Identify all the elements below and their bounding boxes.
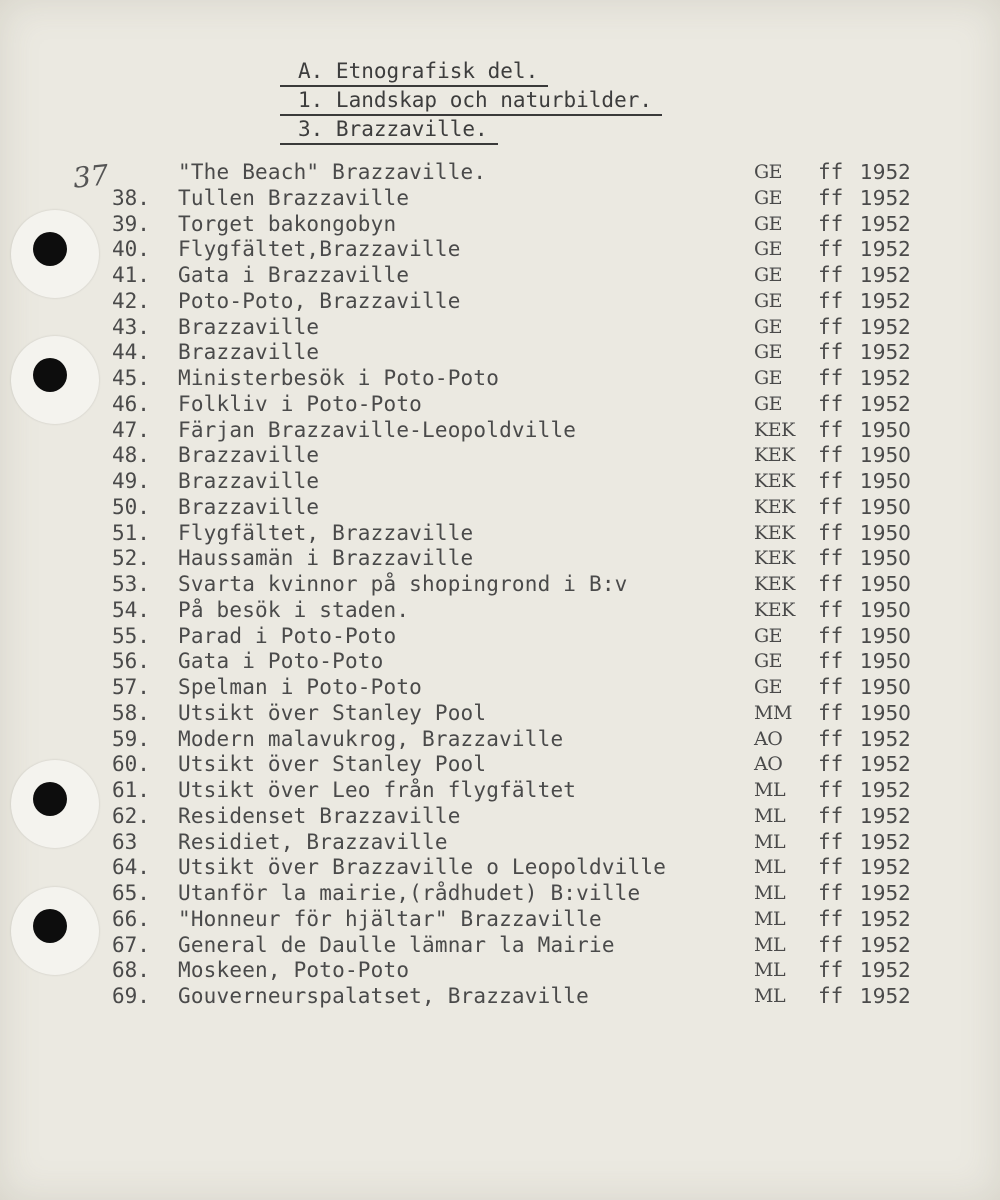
- entry-number: 57.: [112, 675, 150, 699]
- heading-line-2: 1. Landskap och naturbilder.: [280, 87, 662, 116]
- entry-title: Utsikt över Leo från flygfältet: [178, 778, 577, 802]
- entry-number: 64.: [112, 855, 150, 880]
- list-item: [0, 262, 1000, 288]
- entry-title: Utsikt över Stanley Pool: [178, 752, 487, 777]
- entry-year: 1950: [860, 700, 911, 725]
- list-item: [0, 417, 1000, 443]
- entry-year: 1952: [860, 752, 911, 777]
- heading-line-1: A. Etnografisk del.: [280, 58, 548, 87]
- list-item: [0, 391, 1000, 417]
- entry-year: 1952: [860, 263, 911, 287]
- entry-number: 49.: [112, 469, 150, 493]
- entry-year: 1952: [860, 160, 911, 184]
- entry-photographer-code: KEK: [754, 547, 795, 570]
- entry-year: 1952: [860, 211, 911, 236]
- entry-title: Modern malavukrog, Brazzaville: [178, 726, 564, 751]
- entry-number: 48.: [112, 443, 150, 468]
- list-item: [0, 700, 1000, 726]
- entry-format: ff: [818, 906, 844, 931]
- entry-number: 63: [112, 829, 138, 854]
- entry-title: Haussamän i Brazzaville: [178, 546, 474, 571]
- entry-title: "Honneur för hjältar" Brazzaville: [178, 906, 602, 931]
- entry-year: 1950: [860, 494, 911, 519]
- entry-year: 1952: [860, 314, 911, 339]
- entry-number: 47.: [112, 417, 150, 442]
- entry-format: ff: [818, 469, 844, 493]
- entry-format: ff: [818, 288, 844, 313]
- entry-number: 59.: [112, 726, 150, 751]
- entry-year: 1950: [860, 623, 911, 648]
- entry-format: ff: [818, 649, 844, 674]
- entry-format: ff: [818, 984, 844, 1008]
- entry-year: 1952: [860, 185, 911, 210]
- entry-format: ff: [818, 263, 844, 287]
- entry-photographer-code: AO: [754, 753, 783, 776]
- entry-year: 1950: [860, 572, 911, 596]
- entry-number: 45.: [112, 366, 150, 390]
- list-item: [0, 211, 1000, 237]
- entry-format: ff: [818, 855, 844, 880]
- entry-number: 62.: [112, 803, 150, 828]
- entry-number: 65.: [112, 881, 150, 905]
- entry-photographer-code: KEK: [754, 573, 795, 595]
- entry-format: ff: [818, 520, 844, 545]
- entry-year: 1950: [860, 443, 911, 468]
- entry-title: Utsikt över Stanley Pool: [178, 700, 487, 725]
- entry-photographer-code: KEK: [754, 444, 795, 467]
- entry-number: 41.: [112, 263, 150, 287]
- entry-photographer-code: ML: [754, 959, 786, 982]
- entry-format: ff: [818, 494, 844, 519]
- list-item: [0, 288, 1000, 314]
- entry-title: Färjan Brazzaville-Leopoldville: [178, 417, 577, 442]
- list-item: [0, 854, 1000, 880]
- entry-year: 1952: [860, 778, 911, 802]
- entry-year: 1952: [860, 829, 911, 854]
- entry-title: Residiet, Brazzaville: [178, 829, 448, 854]
- entry-number: 39.: [112, 211, 150, 236]
- entry-photographer-code: KEK: [754, 418, 795, 441]
- entry-photographer-code: KEK: [754, 521, 795, 544]
- entry-format: ff: [818, 829, 844, 854]
- list-item: [0, 726, 1000, 752]
- entry-format: ff: [818, 546, 844, 571]
- entry-year: 1950: [860, 649, 911, 674]
- entry-number: 52.: [112, 546, 150, 571]
- entry-year: 1952: [860, 932, 911, 957]
- list-item: [0, 957, 1000, 983]
- entry-format: ff: [818, 752, 844, 777]
- entry-format: ff: [818, 160, 844, 184]
- entry-title: Parad i Poto-Poto: [178, 623, 397, 648]
- entry-photographer-code: ML: [754, 779, 786, 801]
- entry-title: Flygfältet, Brazzaville: [178, 520, 474, 545]
- list-item: [0, 751, 1000, 777]
- entry-format: ff: [818, 700, 844, 725]
- entry-format: ff: [818, 778, 844, 802]
- entry-photographer-code: GE: [754, 212, 783, 235]
- entry-title: Brazzaville: [178, 340, 320, 365]
- list-item: [0, 520, 1000, 546]
- entry-year: 1950: [860, 469, 911, 493]
- entry-photographer-code: ML: [754, 804, 786, 827]
- entry-number: 66.: [112, 906, 150, 931]
- list-item: [0, 339, 1000, 365]
- entry-format: ff: [818, 340, 844, 365]
- entry-title: Gata i Poto-Poto: [178, 649, 384, 674]
- entry-title: På besök i staden.: [178, 597, 410, 622]
- entry-year: 1952: [860, 958, 911, 983]
- entry-format: ff: [818, 803, 844, 828]
- entry-format: ff: [818, 932, 844, 957]
- entry-photographer-code: GE: [754, 367, 783, 389]
- entry-format: ff: [818, 597, 844, 622]
- entry-year: 1952: [860, 237, 911, 262]
- entry-title: Residenset Brazzaville: [178, 803, 461, 828]
- entry-format: ff: [818, 391, 844, 416]
- entry-year: 1950: [860, 520, 911, 545]
- list-item: [0, 314, 1000, 340]
- entry-number: 61.: [112, 778, 150, 802]
- handwritten-number: 37: [71, 158, 111, 195]
- entry-format: ff: [818, 417, 844, 442]
- entry-photographer-code: AO: [754, 727, 783, 750]
- entry-number: 54.: [112, 597, 150, 622]
- list-item: [0, 571, 1000, 597]
- entry-format: ff: [818, 237, 844, 262]
- entry-year: 1950: [860, 597, 911, 622]
- entry-title: Brazzaville: [178, 314, 320, 339]
- section-heading: [280, 58, 662, 145]
- entry-number: 60.: [112, 752, 150, 777]
- entry-year: 1952: [860, 391, 911, 416]
- entry-photographer-code: ML: [754, 985, 786, 1007]
- entry-number: 69.: [112, 984, 150, 1008]
- entry-year: 1952: [860, 726, 911, 751]
- list-item: [0, 468, 1000, 494]
- entry-title: Brazzaville: [178, 494, 320, 519]
- entry-photographer-code: KEK: [754, 470, 795, 492]
- entry-title: Utanför la mairie,(rådhudet) B:ville: [178, 881, 641, 905]
- list-item: [0, 674, 1000, 700]
- entry-photographer-code: GE: [754, 264, 783, 286]
- entry-photographer-code: MM: [754, 701, 792, 724]
- entry-title: "The Beach" Brazzaville.: [178, 160, 487, 184]
- entry-format: ff: [818, 881, 844, 905]
- entry-year: 1952: [860, 803, 911, 828]
- entry-photographer-code: ML: [754, 933, 786, 956]
- entry-year: 1952: [860, 984, 911, 1008]
- entry-number: 53.: [112, 572, 150, 596]
- entry-number: 58.: [112, 700, 150, 725]
- list-item: [0, 803, 1000, 829]
- entry-year: 1950: [860, 675, 911, 699]
- entry-title: Tullen Brazzaville: [178, 185, 410, 210]
- entry-photographer-code: ML: [754, 882, 786, 904]
- entry-year: 1952: [860, 855, 911, 880]
- entry-format: ff: [818, 958, 844, 983]
- entry-photographer-code: GE: [754, 392, 783, 415]
- entry-title: Utsikt över Brazzaville o Leopoldville: [178, 855, 667, 880]
- entry-title: Poto-Poto, Brazzaville: [178, 288, 461, 313]
- entry-number: 68.: [112, 958, 150, 983]
- entry-number: 67.: [112, 932, 150, 957]
- list-item: [0, 185, 1000, 211]
- entry-photographer-code: ML: [754, 830, 786, 853]
- entry-year: 1952: [860, 288, 911, 313]
- list-item: [0, 597, 1000, 623]
- list-item: [0, 906, 1000, 932]
- list-item: [0, 442, 1000, 468]
- list-item: [0, 365, 1000, 391]
- entry-format: ff: [818, 443, 844, 468]
- entry-format: ff: [818, 623, 844, 648]
- entry-year: 1952: [860, 340, 911, 365]
- list-item: [0, 648, 1000, 674]
- list-item: [0, 932, 1000, 958]
- list-item: [0, 545, 1000, 571]
- list-item: [0, 236, 1000, 262]
- entry-photographer-code: KEK: [754, 598, 795, 621]
- entry-photographer-code: GE: [754, 341, 783, 364]
- entry-number: 46.: [112, 391, 150, 416]
- entry-title: Gata i Brazzaville: [178, 263, 410, 287]
- entry-format: ff: [818, 675, 844, 699]
- entry-photographer-code: ML: [754, 907, 786, 930]
- entry-title: Brazzaville: [178, 469, 320, 493]
- list-item: [0, 159, 1000, 185]
- entry-photographer-code: GE: [754, 315, 783, 338]
- entry-photographer-code: GE: [754, 238, 783, 261]
- entry-number: 50.: [112, 494, 150, 519]
- entry-format: ff: [818, 211, 844, 236]
- entry-number: 43.: [112, 314, 150, 339]
- entry-year: 1952: [860, 881, 911, 905]
- list-item: [0, 777, 1000, 803]
- entry-year: 1952: [860, 906, 911, 931]
- entry-year: 1952: [860, 366, 911, 390]
- entry-title: General de Daulle lämnar la Mairie: [178, 932, 615, 957]
- entry-number: 42.: [112, 288, 150, 313]
- entry-number: 55.: [112, 623, 150, 648]
- list-item: [0, 623, 1000, 649]
- entry-number: 51.: [112, 520, 150, 545]
- entry-title: Ministerbesök i Poto-Poto: [178, 366, 500, 390]
- entry-photographer-code: GE: [754, 289, 783, 312]
- entry-format: ff: [818, 726, 844, 751]
- entry-title: Brazzaville: [178, 443, 320, 468]
- entry-number: 40.: [112, 237, 150, 262]
- entry-photographer-code: GE: [754, 161, 783, 183]
- entry-format: ff: [818, 572, 844, 596]
- entry-format: ff: [818, 185, 844, 210]
- entry-photographer-code: KEK: [754, 495, 795, 518]
- list-item: [0, 880, 1000, 906]
- entry-title: Torget bakongobyn: [178, 211, 397, 236]
- entry-title: Moskeen, Poto-Poto: [178, 958, 410, 983]
- entry-year: 1950: [860, 546, 911, 571]
- entry-title: Folkliv i Poto-Poto: [178, 391, 423, 416]
- entry-title: Spelman i Poto-Poto: [178, 675, 423, 699]
- entry-photographer-code: GE: [754, 624, 783, 647]
- entry-photographer-code: ML: [754, 856, 786, 879]
- entry-photographer-code: GE: [754, 676, 783, 698]
- entry-year: 1950: [860, 417, 911, 442]
- list-item: [0, 983, 1000, 1009]
- entry-format: ff: [818, 314, 844, 339]
- entry-title: Gouverneurspalatset, Brazzaville: [178, 984, 589, 1008]
- list-item: [0, 829, 1000, 855]
- entry-title: Flygfältet,Brazzaville: [178, 237, 461, 262]
- entry-number: 44.: [112, 340, 150, 365]
- entry-photographer-code: GE: [754, 186, 783, 209]
- entry-number: 56.: [112, 649, 150, 674]
- entry-title: Svarta kvinnor på shopingrond i B:v: [178, 572, 628, 596]
- entry-format: ff: [818, 366, 844, 390]
- entry-number: 38.: [112, 185, 150, 210]
- list-item: [0, 494, 1000, 520]
- heading-line-3: 3. Brazzaville.: [280, 116, 498, 145]
- entry-photographer-code: GE: [754, 650, 783, 673]
